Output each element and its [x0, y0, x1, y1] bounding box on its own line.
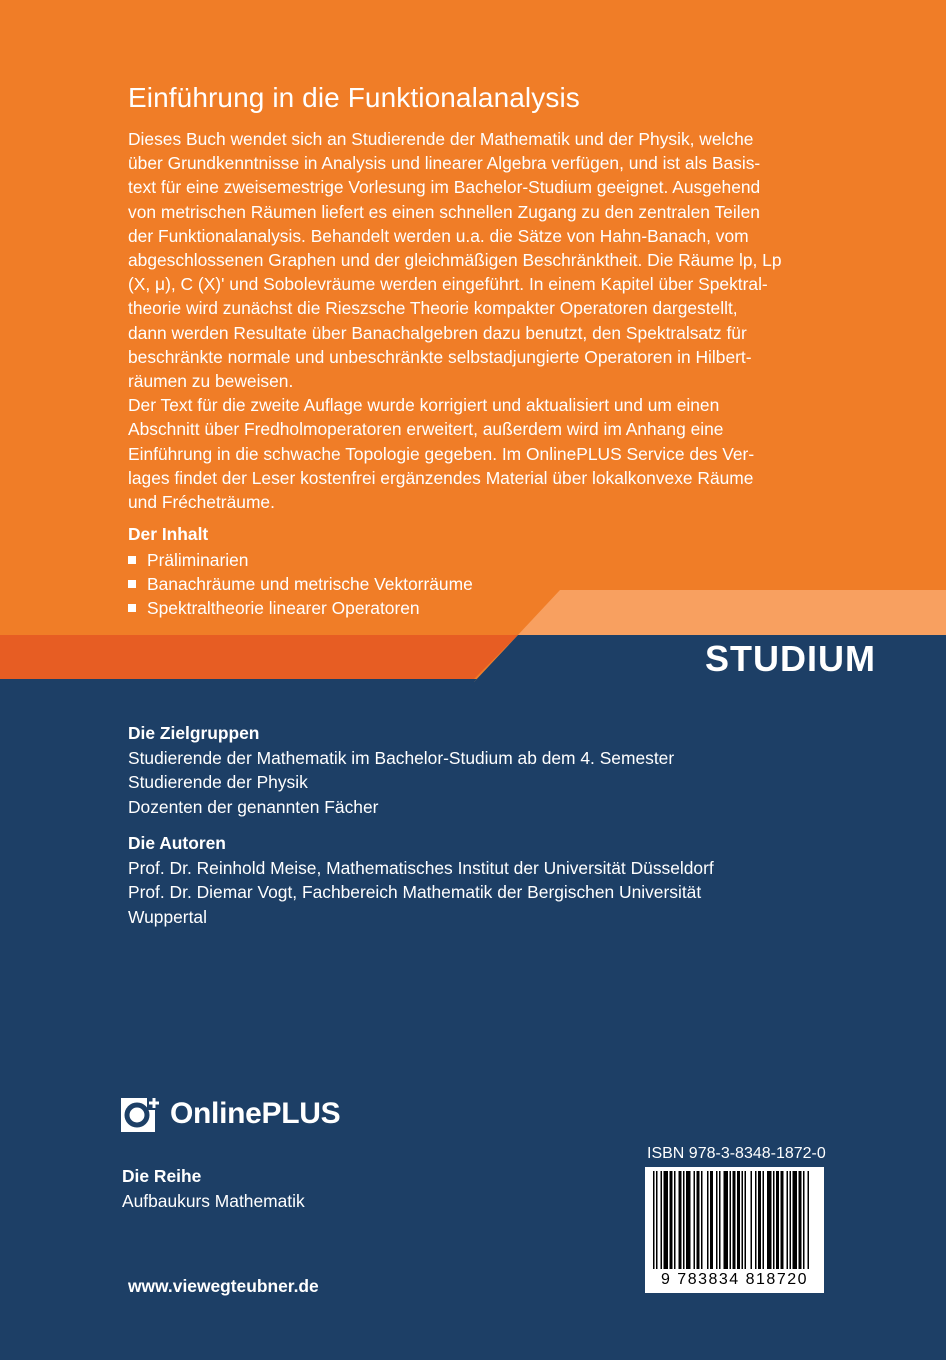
barcode-bar [716, 1171, 718, 1269]
barcode-bar [670, 1171, 673, 1269]
barcode-bar [730, 1171, 732, 1269]
barcode-bar [808, 1171, 810, 1269]
description-line: dann werden Resultate über Banachalgebren dazu benutzt, den Spektralsatz für [128, 322, 747, 343]
zielgruppen-section [128, 721, 674, 819]
description-line: Einführung in die schwache Topologie gegeben. Im OnlinePLUS Service des Ver- [128, 443, 755, 464]
barcode-bar [674, 1171, 676, 1269]
description-line: Dieses Buch wendet sich an Studierende der Mathematik und der Physik, welche [128, 129, 754, 149]
isbn-label: ISBN 978-3-8348-1872-0 [647, 1145, 826, 1162]
square-bullet-icon [128, 580, 136, 588]
zielgruppen-line: Studierende der Physik [128, 772, 308, 792]
barcode [645, 1167, 824, 1293]
barcode-bar [679, 1171, 682, 1269]
barcode-bar [656, 1171, 658, 1269]
description-line: von metrischen Räumen liefert es einen schnellen Zugang zu den zentralen Teilen [128, 201, 760, 222]
description-line: theorie wird zunächst die Rieszsche Theorie kompakter Operatoren dargestellt, [128, 298, 738, 319]
book-description [128, 127, 828, 514]
description-line: über Grundkenntnisse in Analysis und linearer Algebra verfügen, und ist als Basis- [128, 153, 761, 174]
barcode-bar [697, 1171, 700, 1269]
barcode-bar [781, 1171, 784, 1269]
barcode-bar [701, 1171, 703, 1269]
description-line: Der Text für die zweite Auflage wurde korrigiert und aktualisiert und um einen [128, 395, 720, 416]
reihe-section [122, 1164, 305, 1213]
description-line: und Frécheträume. [128, 492, 275, 513]
autoren-section [128, 831, 714, 929]
description-line: abgeschlossenen Graphen und der gleichmäßigen Beschränktheit. Die Räume lp, Lp [128, 250, 782, 271]
zielgruppen-heading: Die Zielgruppen [128, 723, 260, 743]
barcode-bar [710, 1171, 713, 1269]
barcode-bar [755, 1171, 757, 1269]
barcode-bar [767, 1171, 772, 1269]
barcode-bar [758, 1171, 761, 1269]
description-line: Abschnitt über Fredholmoperatoren erweitert, außerdem wird im Anhang eine [128, 419, 724, 440]
description-line: der Funktionalanalysis. Behandelt werden u.a. die Sätze von Hahn-Banach, vom [128, 225, 749, 246]
barcode-bar [737, 1171, 740, 1269]
description-line: (X, μ), C (X)' und Sobolevräume werden eingeführt. In einem Kapitel über Spektral- [128, 274, 768, 295]
barcode-bar [742, 1171, 744, 1269]
online-plus-brand [121, 1096, 340, 1132]
barcode-bar [751, 1171, 753, 1269]
barcode-bar [803, 1171, 805, 1269]
inhalt-item [128, 548, 473, 572]
zielgruppen-line: Dozenten der genannten Fächer [128, 796, 379, 817]
barcode-digits: 9 783834 818720 [660, 1271, 809, 1288]
inhalt-item [128, 596, 473, 620]
barcode-bar [719, 1171, 721, 1269]
barcode-bar [694, 1171, 696, 1269]
inhalt-item [128, 572, 473, 596]
barcode-bar [776, 1171, 779, 1269]
barcode-bar [773, 1171, 775, 1269]
inhalt-item-label: Spektraltheorie linearer Operatoren [147, 598, 420, 618]
inhalt-item-label: Banachräume und metrische Vektorräume [147, 574, 473, 594]
barcode-bar [683, 1171, 685, 1269]
online-plus-logo-icon [121, 1096, 161, 1132]
barcode-bar [793, 1171, 798, 1269]
inhalt-heading: Der Inhalt [128, 524, 209, 544]
autoren-heading: Die Autoren [128, 833, 226, 853]
barcode-bar [763, 1171, 765, 1269]
barcode-bar [733, 1171, 736, 1269]
description-line: beschränkte normale und unbeschränkte selbstadjungierte Operatoren in Hilbert- [128, 346, 752, 367]
autoren-line: Prof. Dr. Diemar Vogt, Fachbereich Mathematik der Bergischen Universität [128, 882, 702, 902]
barcode-bar [707, 1171, 709, 1269]
series-label: STUDIUM [705, 638, 876, 679]
barcode-bar [686, 1171, 691, 1269]
barcode-bar [745, 1171, 747, 1269]
barcode-bar [661, 1171, 663, 1269]
inhalt-item-label: Präliminarien [147, 550, 249, 570]
reihe-value: Aufbaukurs Mathematik [122, 1190, 305, 1211]
reihe-heading: Die Reihe [122, 1166, 202, 1186]
barcode-bar [664, 1171, 669, 1269]
dark-orange-band [0, 635, 518, 679]
description-line: lages findet der Leser kostenfrei ergänzendes Material über lokalkonvexe Räume [128, 467, 754, 488]
square-bullet-icon [128, 556, 136, 564]
autoren-line: Prof. Dr. Reinhold Meise, Mathematisches Institut der Universität Düsseldorf [128, 857, 714, 878]
publisher-website: www.viewegteubner.de [128, 1276, 319, 1296]
square-bullet-icon [128, 604, 136, 612]
zielgruppen-line: Studierende der Mathematik im Bachelor-Studium ab dem 4. Semester [128, 747, 675, 768]
description-line: räumen zu beweisen. [128, 371, 294, 392]
inhalt-list [128, 548, 473, 620]
description-line: text für eine zweisemestrige Vorlesung im Bachelor-Studium geeignet. Ausgehend [128, 177, 761, 198]
barcode-bar [799, 1171, 802, 1269]
barcode-bar [790, 1171, 792, 1269]
book-title: Einführung in die Funktionalanalysis [128, 82, 580, 113]
autoren-line: Wuppertal [128, 906, 207, 927]
online-plus-label: OnlinePLUS [170, 1097, 341, 1130]
barcode-bar [653, 1171, 655, 1269]
barcode-bar [724, 1171, 729, 1269]
barcode-bar [787, 1171, 789, 1269]
